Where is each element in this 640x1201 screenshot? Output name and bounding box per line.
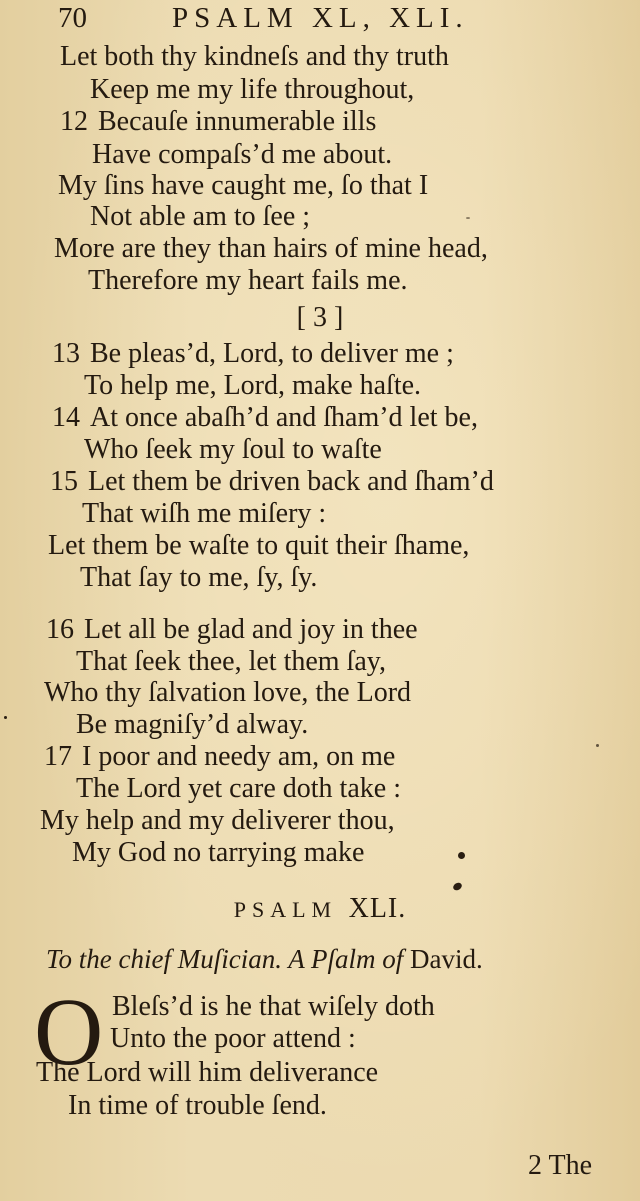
verse-line: In time of trouble ſend. — [68, 1090, 327, 1121]
verse-line: 12 Becauſe innumerable ills — [60, 106, 377, 137]
catchword: 2 The — [528, 1150, 593, 1181]
verse-line: Who thy ſalvation love, the Lord — [44, 677, 412, 708]
verse-number: 15 — [50, 466, 78, 497]
verse-number: 13 — [52, 338, 80, 369]
verse-line: Who ſeek my ſoul to waſte — [84, 434, 382, 465]
verse-line: My ſins have caught me, ſo that I — [58, 170, 429, 201]
verse-line: 16 Let all be glad and joy in thee — [46, 614, 418, 645]
verse-line: Not able am to ſee ; — [90, 201, 311, 232]
ink-speck — [596, 744, 599, 747]
verse-line: Bleſs’d is he that wiſely doth — [112, 991, 435, 1022]
stanza-mark: [ 3 ] — [296, 302, 344, 333]
verse-line: Keep me my life throughout, — [90, 74, 415, 105]
verse-number: 16 — [46, 614, 74, 645]
verse-line: That ſay to me, ſy, ſy. — [80, 562, 318, 593]
drop-capital: O — [34, 978, 104, 1085]
verse-line: More are they than hairs of mine head, — [54, 233, 488, 264]
verse-line: Therefore my heart fails me. — [88, 265, 408, 296]
verse-line: That ſeek thee, let them ſay, — [76, 646, 386, 677]
verse-line: 17 I poor and needy am, on me — [44, 741, 396, 772]
superscription-italic: To the chief Muſician. A Pſalm of — [46, 944, 404, 974]
verse-line: My help and my deliverer thou, — [40, 805, 395, 836]
verse-line: Let both thy kindneſs and thy truth — [60, 41, 449, 72]
verse-line: The Lord will him deliverance — [36, 1057, 379, 1088]
verse-line: My God no tarrying make — [72, 837, 365, 868]
verse-line: Be magniſy’d alway. — [76, 709, 309, 740]
verse-number: 17 — [44, 741, 72, 772]
verse-line: 14 At once abaſh’d and ſham’d let be, — [52, 402, 478, 433]
verse-line: Let them be waſte to quit their ſhame, — [48, 530, 470, 561]
verse-line: To help me, Lord, make haſte. — [84, 370, 422, 401]
psalm41-superscription — [46, 944, 483, 975]
page-header — [52, 2, 632, 38]
verse-line: That wiſh me miſery : — [82, 498, 327, 529]
ink-speck — [466, 217, 470, 219]
verse-number: 14 — [52, 402, 80, 433]
verse-number: 12 — [60, 106, 88, 137]
verse-line: The Lord yet care doth take : — [76, 773, 401, 804]
psalm41-heading-number: XLI. — [348, 893, 407, 924]
page-number: 70 — [58, 2, 87, 34]
psalm41-heading — [0, 893, 640, 925]
verse-line: Have compaſs’d me about. — [92, 139, 393, 170]
ink-speck — [458, 852, 465, 859]
superscription-author: David. — [410, 944, 483, 974]
verse-line: Unto the poor attend : — [110, 1023, 356, 1054]
ink-speck — [4, 716, 7, 719]
psalm41-heading-word: PSALM — [233, 897, 338, 922]
ink-speck — [452, 881, 463, 892]
verse-line: 13 Be pleas’d, Lord, to deliver me ; — [52, 338, 454, 369]
verse-line: 15 Let them be driven back and ſham’d — [50, 466, 494, 497]
running-title: PSALM XL, XLI. — [172, 2, 469, 34]
